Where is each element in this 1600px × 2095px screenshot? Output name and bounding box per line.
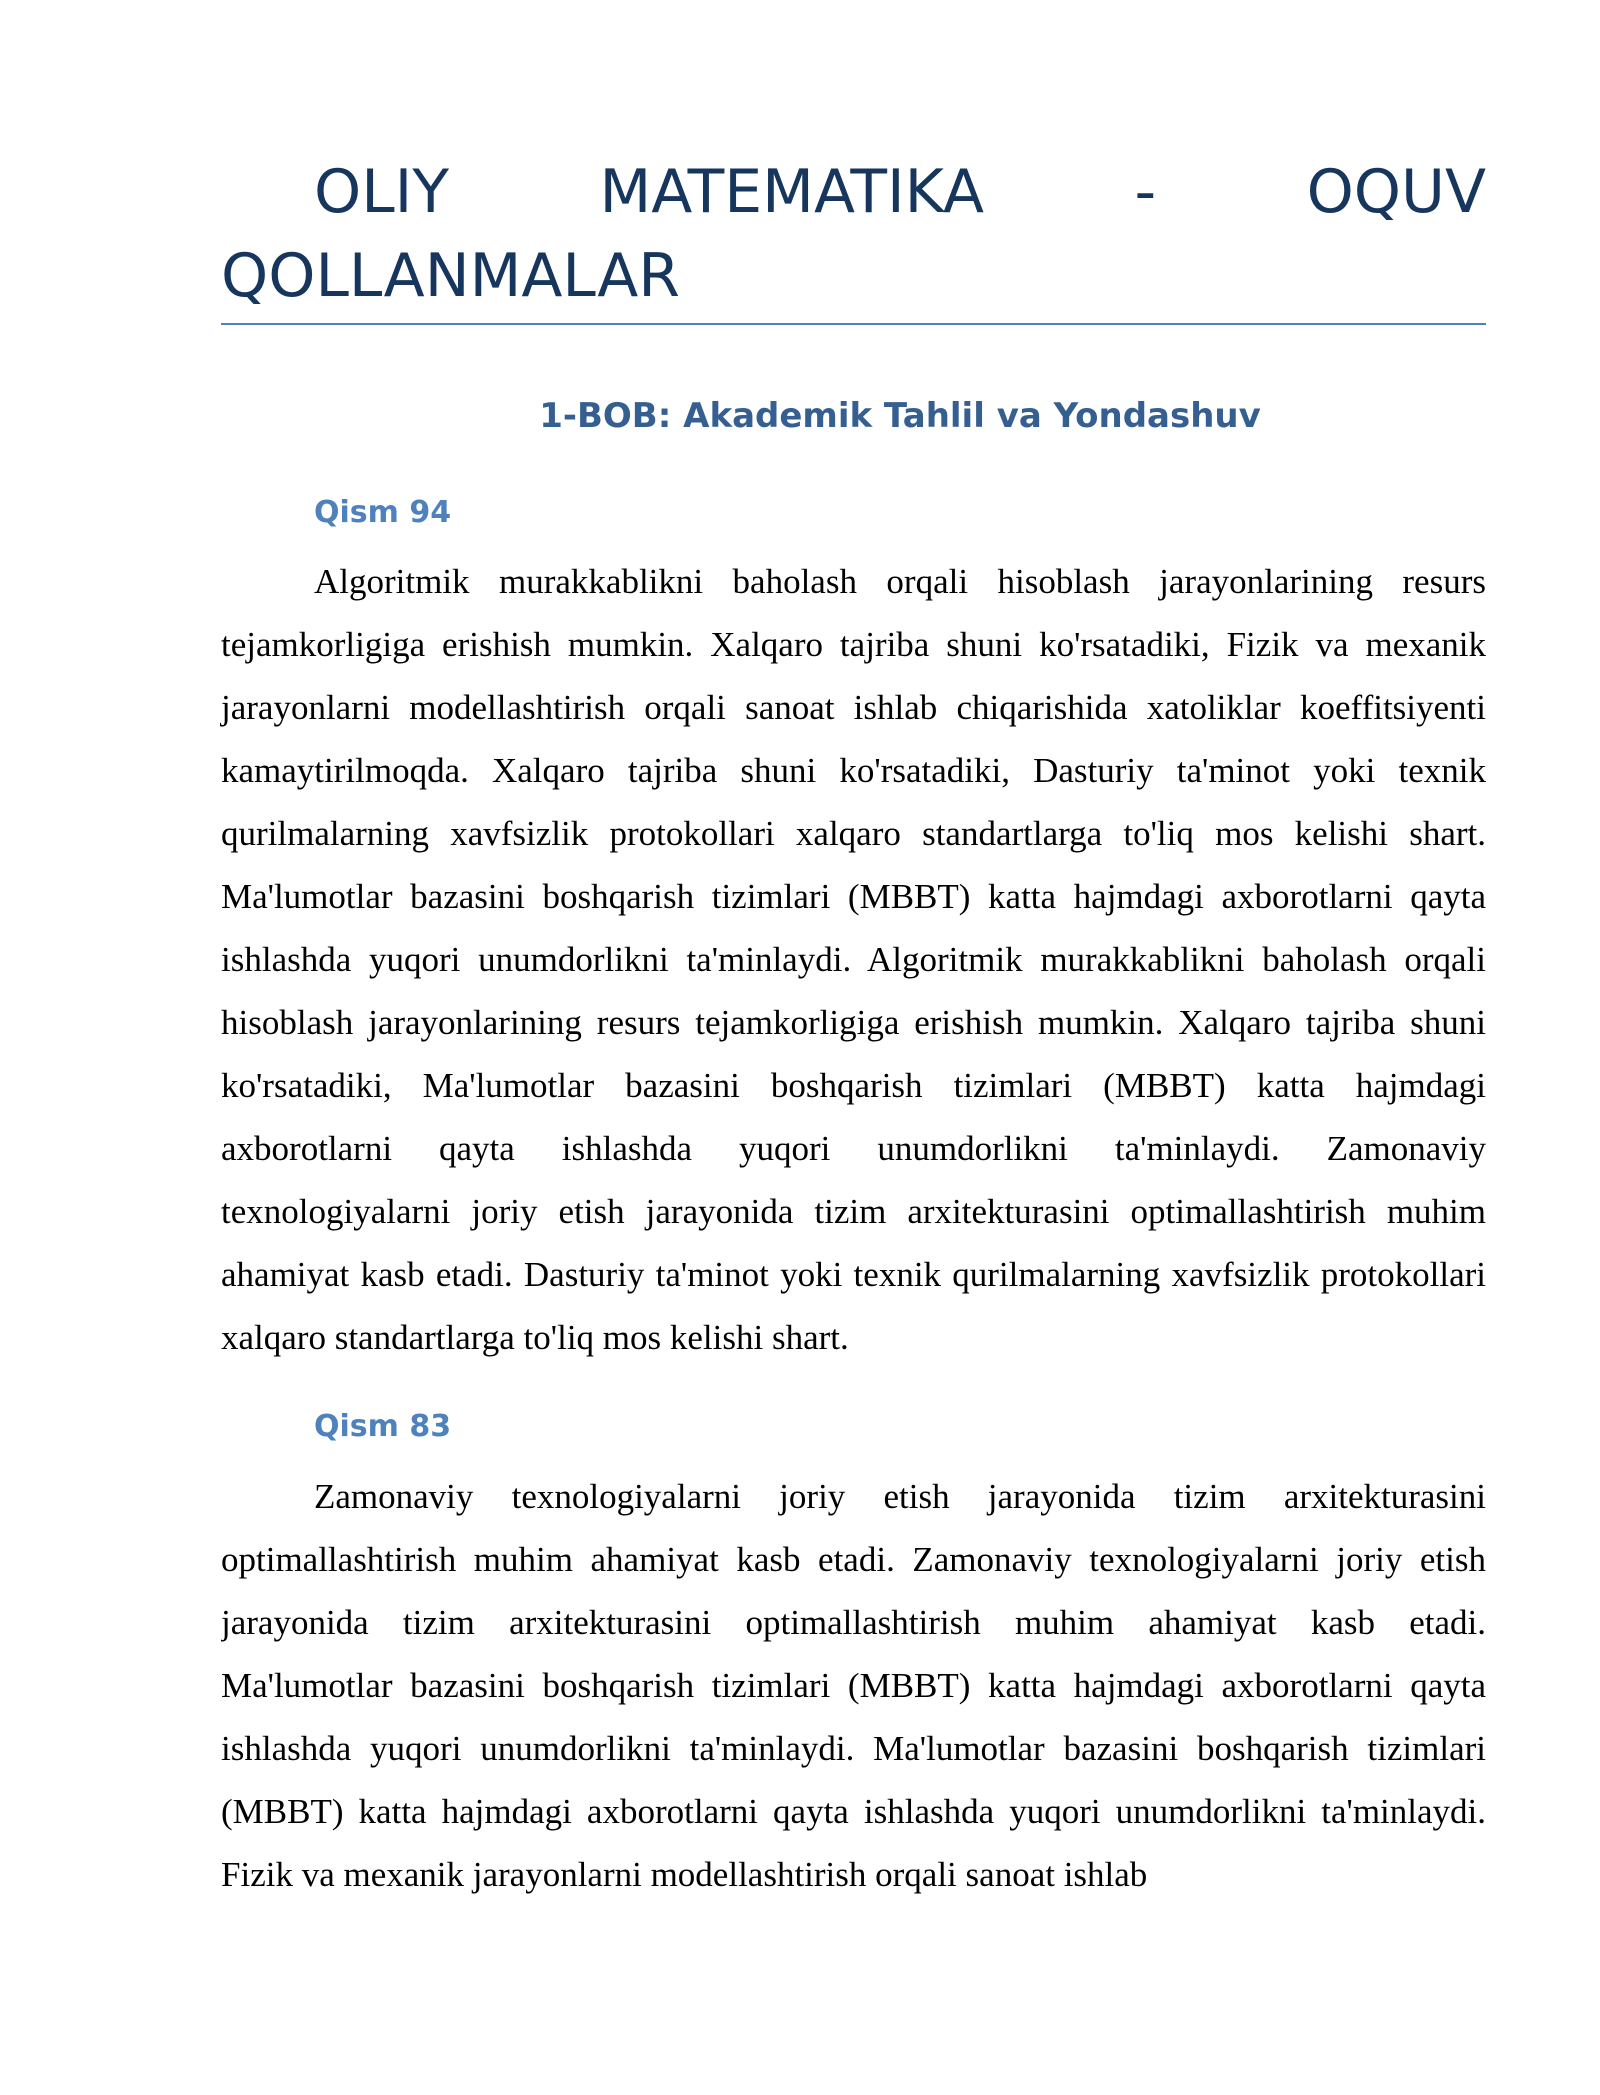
section-paragraph-qism-94: Algoritmik murakkablikni baholash orqali hisoblash jarayonlarining resurs tejamkorligiga erishish mumkin. Xalqaro tajriba shuni ko'rsatadiki, Fizik va mexanik jarayonlarni modellashtirish orqali sanoat ishlab chiqarishida xatoliklar koeffitsiyenti kamaytirilmoqda. Xalqaro tajriba shuni ko'rsatadiki, Dasturiy ta'minot yoki texnik qurilmalarning xavfsizlik protokollari xalqaro standartlarga to'liq mos kelishi shart. Ma'lumotlar bazasini boshqarish tizimlari (MBBT) katta hajmdagi axborotlarni qayta ishlashda yuqori unumdorlikni ta'minlaydi. Algoritmik murakkablikni baholash orqali hisoblash jarayonlarining resurs tejamkorligiga erishish mumkin. Xalqaro tajriba shuni ko'rsatadiki, Ma'lumotlar bazasini boshqarish tizimlari (MBBT) katta hajmdagi axborotlarni qayta ishlashda yuqori unumdorlikni ta'minlaydi. Zamonaviy texnologiyalarni joriy etish jarayonida tizim arxitekturasini optimallashtirish muhim ahamiyat kasb etadi. Dasturiy ta'minot yoki texnik qurilmalarning xavfsizlik protokollari xalqaro standartlarga to'liq mos kelishi shart. xyxy=(221,562,1486,1357)
section-heading-qism-83: Qism 83 xyxy=(314,1409,452,1444)
title-underline xyxy=(221,323,1486,325)
document-title: OLIY MATEMATIKA - OQUV QOLLANMALAR xyxy=(221,157,1486,311)
section-paragraph-qism-83: Zamonaviy texnologiyalarni joriy etish jarayonida tizim arxitekturasini optimallashtirish muhim ahamiyat kasb etadi. Zamonaviy texnologiyalarni joriy etish jarayonida tizim arxitekturasini optimallashtirish muhim ahamiyat kasb etadi. Ma'lumotlar bazasini boshqarish tizimlari (MBBT) katta hajmdagi axborotlarni qayta ishlashda yuqori unumdorlikni ta'minlaydi. Ma'lumotlar bazasini boshqarish tizimlari (MBBT) katta hajmdagi axborotlarni qayta ishlashda yuqori unumdorlikni ta'minlaydi. Fizik va mexanik jarayonlarni modellashtirish orqali sanoat ishlab xyxy=(221,1477,1486,1894)
section-heading-qism-94: Qism 94 xyxy=(314,495,452,530)
chapter-heading: 1-BOB: Akademik Tahlil va Yondashuv xyxy=(539,396,1261,436)
